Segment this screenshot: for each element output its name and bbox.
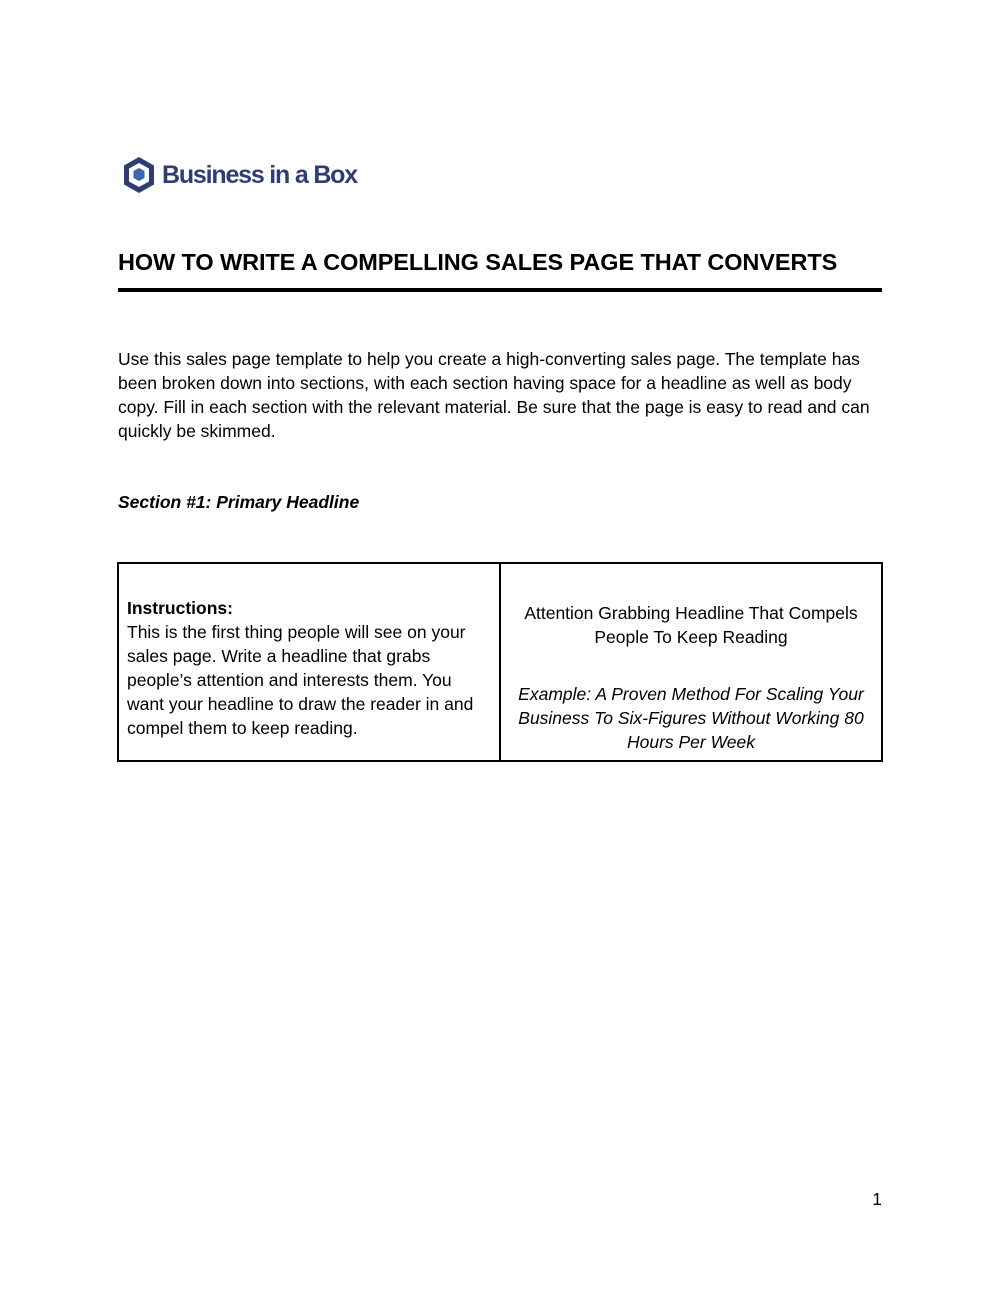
instructions-label: Instructions: [127,598,233,618]
instructions-text: This is the first thing people will see on your sales page. Write a headline that grabs people’s attention and interests them. You want your headline to draw the reader in and compel them to keep reading. [127,622,474,738]
headline-example: Example: A Proven Method For Scaling Your Business To Six-Figures Without Working 80 Hours Per Week [518,684,864,752]
brand-logo [122,155,357,195]
document-title: HOW TO WRITE A COMPELLING SALES PAGE THAT CONVERTS [118,249,838,275]
page-number: 1 [872,1189,882,1209]
headline-placeholder: Attention Grabbing Headline That Compels People To Keep Reading [524,603,858,647]
hexagon-cube-icon [122,156,156,194]
section-heading: Section #1: Primary Headline [118,492,360,512]
headline-cell [501,564,881,760]
section-table [117,562,883,762]
intro-paragraph: Use this sales page template to help you create a high-converting sales page. The template has been broken down into sections, with each section having space for a headline as well as body copy. Fill in each section with the relevant material. Be sure that the page is easy to read and can quickly be skimmed. [118,349,870,441]
brand-logo-text: Business in a Box [162,160,357,189]
instructions-cell [119,564,501,760]
title-divider [118,288,882,292]
